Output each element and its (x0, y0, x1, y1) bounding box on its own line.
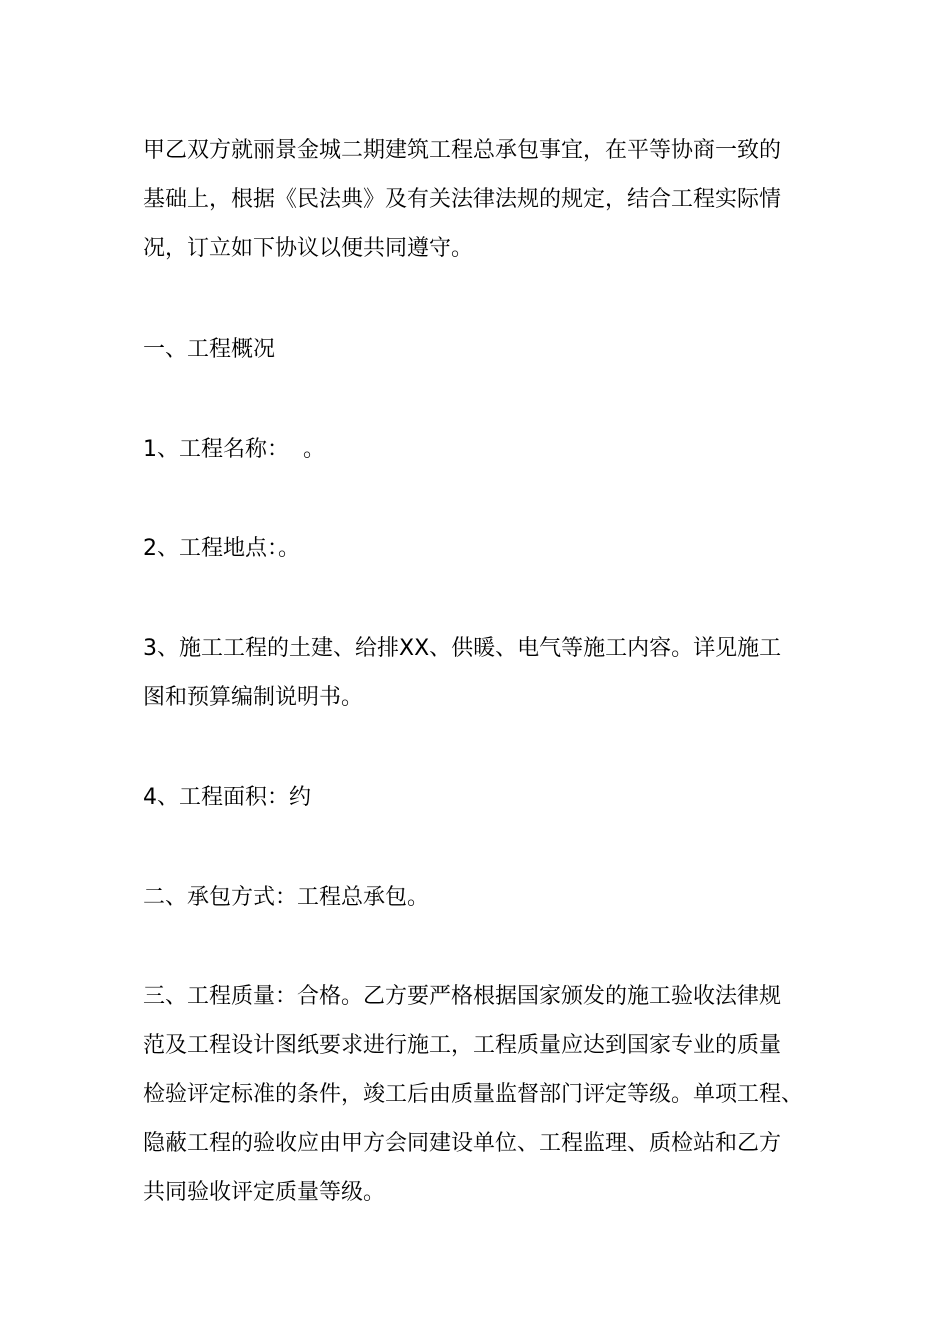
intro-line: 况，订立如下协议以便共同遵守。 (143, 236, 474, 261)
intro-paragraph (143, 126, 823, 273)
item-construction-scope (143, 624, 823, 722)
section-contract-method: 二、承包方式：工程总承包。 (143, 885, 430, 910)
quality-line: 三、工程质量：合格。乙方要严格根据国家颁发的施工验收法律规 (143, 984, 782, 1009)
section-project-quality (143, 972, 823, 1217)
item-project-area: 4、工程面积：约 (143, 785, 311, 810)
intro-line: 甲乙双方就丽景金城二期建筑工程总承包事宜，在平等协商一致的 (143, 138, 782, 163)
scope-line: 3、施工工程的土建、给排XX、供暖、电气等施工内容。详见施工 (143, 636, 782, 661)
quality-line: 检验评定标准的条件，竣工后由质量监督部门评定等级。单项工程、 (143, 1082, 804, 1107)
intro-line: 基础上，根据《民法典》及有关法律法规的规定，结合工程实际情 (143, 187, 782, 212)
quality-line: 共同验收评定质量等级。 (143, 1180, 386, 1205)
section-heading-project-overview: 一、工程概况 (143, 337, 276, 362)
quality-line: 隐蔽工程的验收应由甲方会同建设单位、工程监理、质检站和乙方 (143, 1131, 782, 1156)
item-project-location: 2、工程地点：。 (143, 536, 300, 561)
quality-line: 范及工程设计图纸要求进行施工，工程质量应达到国家专业的质量 (143, 1033, 782, 1058)
item-project-name: 1、工程名称： 。 (143, 437, 325, 462)
scope-line: 图和预算编制说明书。 (143, 685, 364, 710)
